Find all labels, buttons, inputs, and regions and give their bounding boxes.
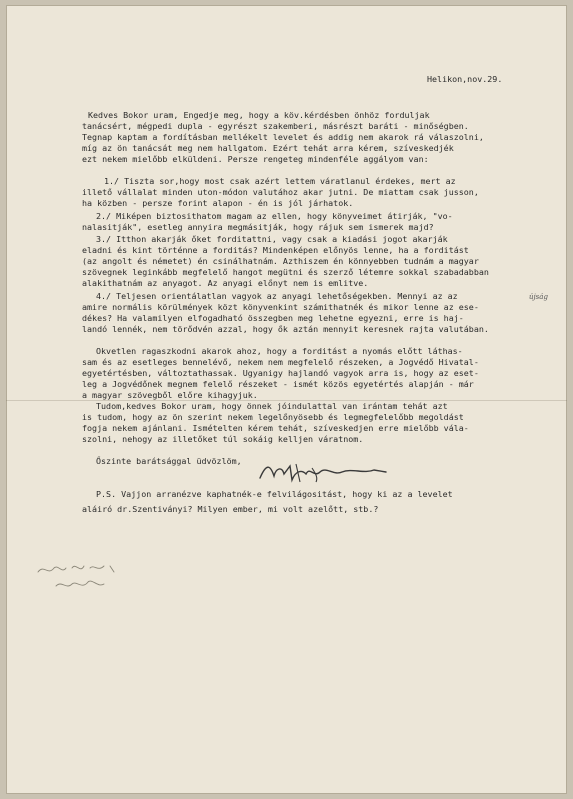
place-date: Helikon,nov.29. xyxy=(427,74,503,84)
letter-line: Kedves Bokor uram, Engedje meg, hogy a köv.kérdésben önhöz forduljak xyxy=(88,110,430,120)
letter-line: a magyar szövegből előre kihagyjuk. xyxy=(82,390,258,400)
letter-line: (az angolt és németet) én csinálhatnám. Azthiszem én könnyebben tudnám a magyar xyxy=(82,256,479,266)
letter-line: leg a Jogvédőnek megnem felelő részeket - ismét közös egyetértés alapján - már xyxy=(82,379,474,389)
letter-sheet xyxy=(6,5,567,794)
letter-line: aláiró dr.Szentiványi? Milyen ember, mi volt azelőtt, stb.? xyxy=(82,504,379,514)
pencil-annotation xyxy=(34,558,134,598)
letter-line: illető vállalat minden uton-módon valutához akar jutni. De miattam csak jusson, xyxy=(82,187,479,197)
letter-line: tanácsért, mégpedi dupla - egyrészt szakemberi, másrészt baráti - minőségben. xyxy=(82,121,469,131)
letter-line: egyetértésben, változtathassak. Ugyanigy hajlandó vagyok arra is, hogy az eset- xyxy=(82,368,479,378)
letter-line: míg az ön tanácsát meg nem hallgatom. Ezért tehát arra kérem, szíveskedjék xyxy=(82,143,454,153)
letter-line: 4./ Teljesen orientálatlan vagyok az anyagi lehetőségekben. Mennyi az az xyxy=(96,291,458,301)
letter-line: ezt nekem mielőbb elküldeni. Persze rengeteg mindenféle aggályom van: xyxy=(82,154,429,164)
letter-line: nalasitják", esetleg annyira megmásitják, hogy rájuk sem ismerek majd? xyxy=(82,222,434,232)
letter-line: Okvetlen ragaszkodni akarok ahoz, hogy a forditást a nyomás előtt láthas- xyxy=(96,346,463,356)
letter-line: landó lennék, nem törődvén azzal, hogy ők aztán mennyit keresnek rajta valutában. xyxy=(82,324,489,334)
letter-line: Őszinte barátsággal üdvözlöm, xyxy=(96,456,242,466)
letter-line: eladni és kint történne a forditás? Mindenképen előnyös lenne, ha a forditást xyxy=(82,245,469,255)
handwritten-signature xyxy=(256,460,391,484)
letter-line: fogja nekem ajánlani. Ismételten kérem tehát, szíveskedjen erre mielőbb vála- xyxy=(82,423,469,433)
letter-line: Tudom,kedves Bokor uram, hogy önnek jóindulattal van irántam tehát azt xyxy=(96,401,448,411)
letter-line: sam és az esetleges bennelévő, nekem nem megfelelő részeken, a Jogvédő Hivatal- xyxy=(82,357,479,367)
letter-line: szövegnek leginkább megfelelő hangot megütni és szerző létemre sokkal szabadabban xyxy=(82,267,489,277)
letter-line: dékes? Ha valamilyen elfogadható összegben meg lehetne egyezni, erre is haj- xyxy=(82,313,464,323)
letter-line: 3./ Itthon akarják őket forditattni, vagy csak a kiadási jogot akarják xyxy=(96,234,448,244)
letter-line: 2./ Miképen biztosithatom magam az ellen, hogy könyveimet átirják, "vo- xyxy=(96,211,453,221)
letter-line: P.S. Vajjon arranézve kaphatnék-e felvilágositást, hogy ki az a levelet xyxy=(96,489,453,499)
letter-line: is tudom, hogy az ön szerint nekem legelőnyösebb és legmegfelelőbb megoldást xyxy=(82,412,464,422)
letter-line: ha közben - persze forint alapon - én is jól járhatok. xyxy=(82,198,354,208)
letter-line: Tegnap kaptam a fordításban mellékelt levelet és addig nem akarok rá válaszolni, xyxy=(82,132,484,142)
letter-line: szolni, nehogy az illetőket túl sokáig kelljen váratnom. xyxy=(82,434,364,444)
letter-line: amire normális körülmények közt könyvenkint számithatnék és mikor lenne az ese- xyxy=(82,302,479,312)
letter-line: 1./ Tiszta sor,hogy most csak azért lettem váratlanul érdekes, mert az xyxy=(104,176,456,186)
margin-note: újság xyxy=(529,293,548,301)
letter-line: alakithatnám az anyagot. Az anyagi előnyt nem is emlitve. xyxy=(82,278,369,288)
